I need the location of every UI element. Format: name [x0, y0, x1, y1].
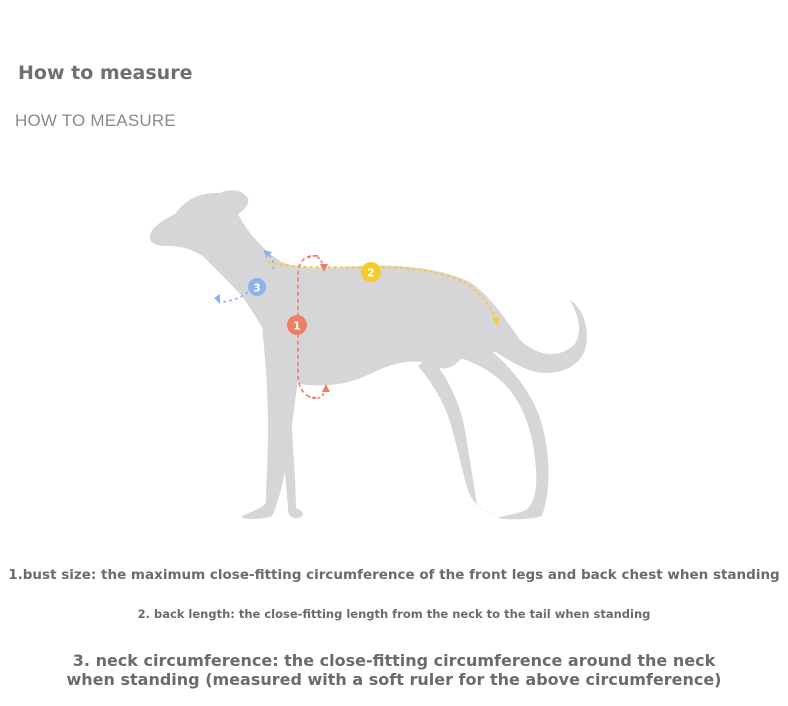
dog-measurement-diagram — [0, 160, 788, 540]
caption-neck-circumference: 3. neck circumference: the close-fitting circumference around the neck when standing (measured with a soft ruler for the above circumference) — [66, 651, 722, 689]
marker-bust — [287, 315, 307, 335]
dog-silhouette-icon — [150, 190, 587, 519]
marker-back — [361, 262, 381, 282]
svg-text:1: 1 — [293, 319, 301, 333]
caption-back-length: 2. back length: the close-fitting length from the neck to the tail when standing — [137, 607, 651, 621]
neck-arrow-bottom-icon — [214, 294, 220, 304]
page-title: How to measure — [18, 62, 193, 84]
svg-text:2: 2 — [367, 266, 375, 280]
page-subtitle: HOW TO MEASURE — [15, 111, 176, 130]
svg-text:3: 3 — [253, 281, 261, 295]
caption-bust-size: 1.bust size: the maximum close-fitting circumference of the front legs and back chest when standing — [8, 567, 780, 583]
marker-neck — [248, 278, 266, 296]
